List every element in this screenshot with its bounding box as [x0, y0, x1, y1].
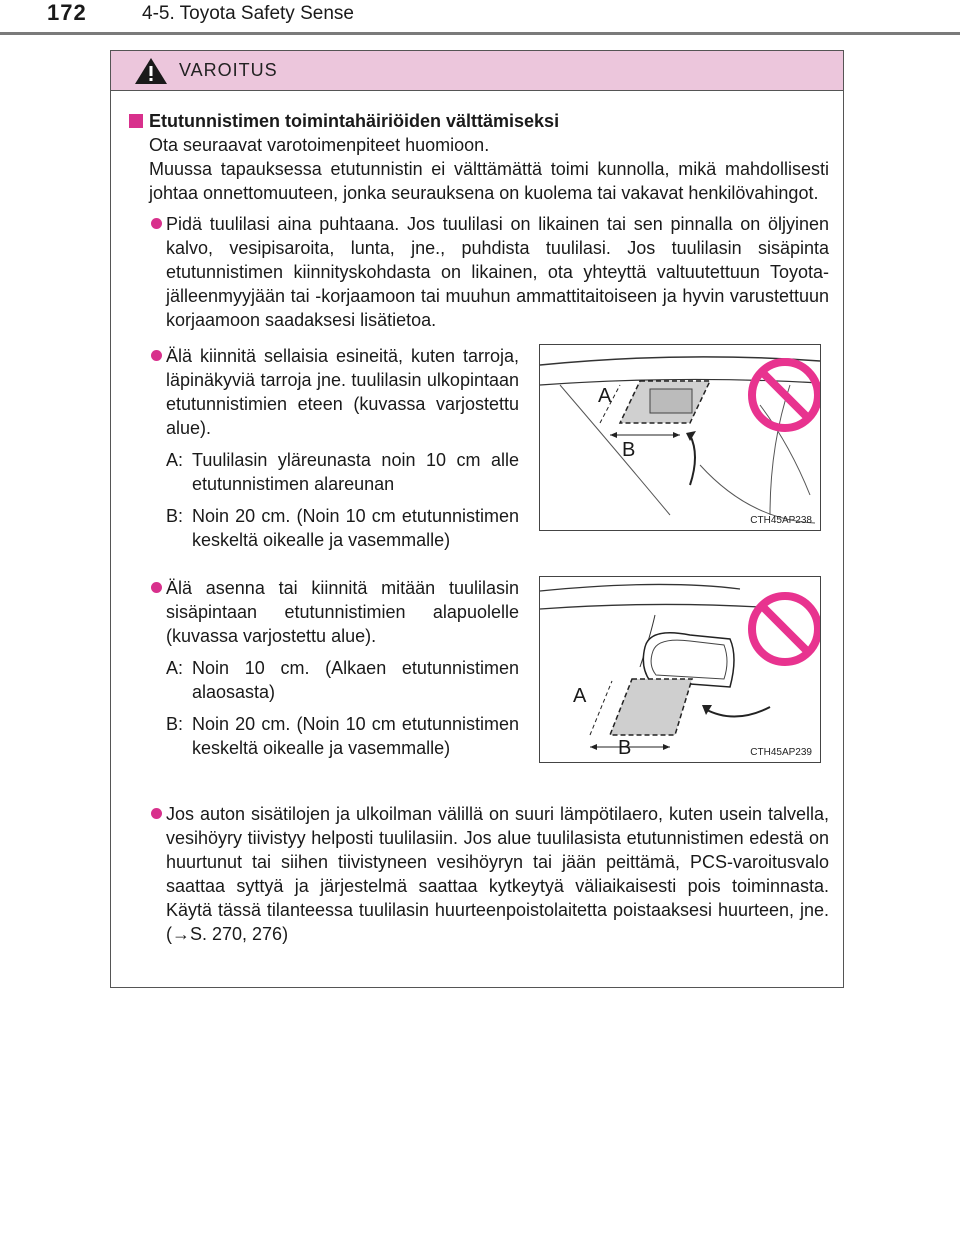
sub-text-a: Tuulilasin yläreunasta noin 10 cm alle etutunnistimen alareunan [192, 450, 519, 494]
figure-label-a: A [573, 685, 587, 707]
figure-label-a: A [598, 385, 612, 407]
figure-label-b: B [618, 737, 632, 759]
warning-content [129, 109, 829, 946]
bullet-text: Älä kiinnitä sellaisia esineitä, kuten tarroja, läpinäkyviä tarroja jne. tuulilasin ulkopintaan etutunnistimien eteen (kuvassa varjostettu alue). [166, 346, 519, 438]
bullet-dot-icon [151, 808, 162, 819]
sub-key-a: A: [166, 450, 184, 470]
sub-text-b: Noin 20 cm. (Noin 10 cm etutunnistimen keskeltä oikealle ja vasemmalle) [192, 714, 519, 758]
sub-text-a: Noin 10 cm. (Alkaen etutunnistimen alaosasta) [192, 658, 519, 702]
intro-line: Ota seuraavat varotoimenpiteet huomioon. [149, 135, 490, 155]
figure-code: CTH45AP239 [750, 747, 812, 758]
figure-windshield-outside [539, 344, 821, 531]
sub-item-b [166, 712, 519, 760]
warning-header [111, 51, 843, 91]
page-number: 172 [47, 0, 87, 25]
bullet-text: Jos auton sisätilojen ja ulkoilman välillä on suuri lämpötilaero, kuten usein talvella, vesihöyry tiivistyy helposti tuulilasiin. Jos alue tuulilasista etutunnistimen edestä on huurtunut tai siihen tiivistyneen vesihöyryn tai jään peittämä, PCS-varoitusvalo saattaa syttyä ja järjestelmä saattaa kytkeytyä väliaikaisesti pois toiminnasta. Käytä tässä tilanteessa tuulilasin huurteenpoistolaitetta poistaaksesi huurteen, jne. (→S. 270, 276) [166, 804, 829, 944]
bullet-interior-block [129, 576, 829, 786]
bullet-dot-icon [151, 350, 162, 361]
bullet-condensation [129, 802, 829, 946]
bullet-dot-icon [151, 218, 162, 229]
section-title: 4-5. Toyota Safety Sense [142, 3, 354, 24]
intro-paragraph: Muussa tapauksessa etutunnistin ei välttämättä toimi kunnolla, mikä mahdollisesti johtaa onnettomuuteen, jonka seurauksena on kuolema tai vakavat henkilövahingot. [149, 159, 829, 203]
bullet-text: Pidä tuulilasi aina puhtaana. Jos tuulilasi on likainen tai sen pinnalla on öljyinen kalvo, vesipisaroita, lunta, jne., puhdista tuulilasi. Jos tuulilasin sisäpinta etutunnistimen kiinnityskohdasta on likainen, ota yhteyttä valtuutettuun Toyota-jälleenmyyjään tai -korjaamoon tai muuhun ammattitaitoiseen ja hyvin varustettuun korjaamoon saadaksesi lisätietoa. [166, 214, 829, 330]
windshield-inside-illustration [540, 577, 820, 762]
header-rule [0, 32, 960, 35]
sub-item-b [166, 504, 519, 552]
bullet-clean-windshield [129, 212, 829, 332]
sub-key-b: B: [166, 506, 184, 526]
sub-item-a [166, 656, 519, 704]
square-bullet-icon [129, 114, 143, 128]
figure-code: CTH45AP238 [750, 515, 812, 526]
sub-key-a: A: [166, 658, 184, 678]
bullet-dot-icon [151, 582, 162, 593]
sub-key-b: B: [166, 714, 184, 734]
figure-label-b: B [622, 439, 636, 461]
warning-triangle-icon [134, 57, 168, 85]
bullet-text: Älä asenna tai kiinnitä mitään tuulilasin sisäpintaan etutunnistimien alapuolelle (kuvassa varjostettu alue). [166, 578, 519, 646]
warning-box [110, 50, 844, 988]
figure-windshield-inside [539, 576, 821, 763]
bullet-stickers-block [129, 344, 829, 576]
sub-item-a [166, 448, 519, 496]
warning-label: VAROITUS [179, 60, 278, 80]
warning-heading: Etutunnistimen toimintahäiriöiden välttämiseksi [149, 111, 560, 131]
bullet-no-interior-items [129, 576, 519, 760]
windshield-outside-illustration [540, 345, 820, 530]
sub-text-b: Noin 20 cm. (Noin 10 cm etutunnistimen keskeltä oikealle ja vasemmalle) [192, 506, 519, 550]
bullet-no-stickers [129, 344, 519, 552]
